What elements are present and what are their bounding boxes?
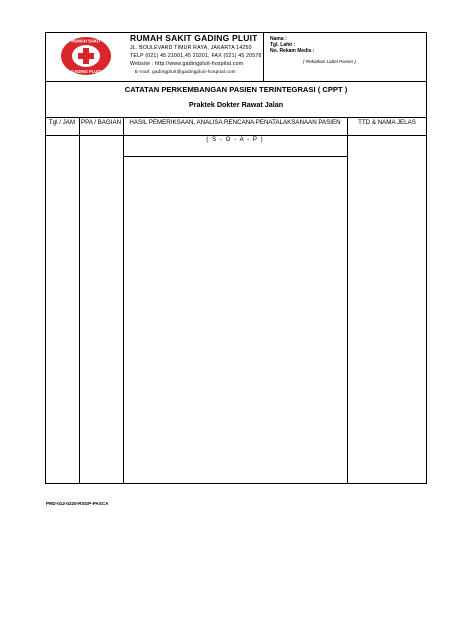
patient-dob-label: Tgl. Lahir : xyxy=(270,42,296,48)
header-bottom-rule xyxy=(45,81,427,82)
hospital-name: RUMAH SAKIT GADING PLUIT xyxy=(130,33,258,43)
patient-name-label: Nama : xyxy=(270,36,287,42)
col-header-ppa: PPA / BAGIAN xyxy=(80,119,122,126)
col-header-signature: TTD & NAMA JELAS xyxy=(358,119,416,126)
column-divider xyxy=(79,117,80,484)
hospital-address: JL. BOULEVARD TIMUR RAYA, JAKARTA 14250 xyxy=(130,45,252,51)
column-divider xyxy=(123,117,124,484)
soap-rule xyxy=(123,156,347,157)
form-code: PRD-012-0220-RSGP-PASCA xyxy=(46,501,109,506)
patient-mr-label: No. Rekam Medis : xyxy=(270,48,315,54)
header-divider xyxy=(263,32,264,81)
hospital-email: E-mail: gadingpluit@gadingpluit-hospital.com xyxy=(135,69,236,74)
hospital-website: Website : http://www.gadingpluit-hospital.com xyxy=(130,61,244,67)
table-top-rule xyxy=(45,117,427,118)
patient-label-note: ( Rekatkan Label Pasien ) xyxy=(303,59,356,64)
logo-text-top: RUMAH SAKIT xyxy=(71,38,101,44)
soap-label: ( S - O - A - P ) xyxy=(206,136,264,143)
hospital-logo xyxy=(60,36,112,76)
form-title: CATATAN PERKEMBANGAN PASIEN TERINTEGRASI ( CPPT ) xyxy=(124,85,348,94)
hospital-phone: TELP (021) 45 21001,45 20201, FAX (021) 45 20578 xyxy=(130,53,262,59)
column-divider xyxy=(347,117,348,484)
form-subtitle: Praktek Dokter Rawat Jalan xyxy=(188,100,284,109)
col-header-date-time: Tgl / JAM xyxy=(48,119,76,126)
col-header-results: HASIL PEMERIKSAAN, ANALISA RENCANA PENATALAKSANAAN PASIEN xyxy=(129,119,341,126)
logo-text-bottom: GADING PLUIT xyxy=(70,69,102,74)
